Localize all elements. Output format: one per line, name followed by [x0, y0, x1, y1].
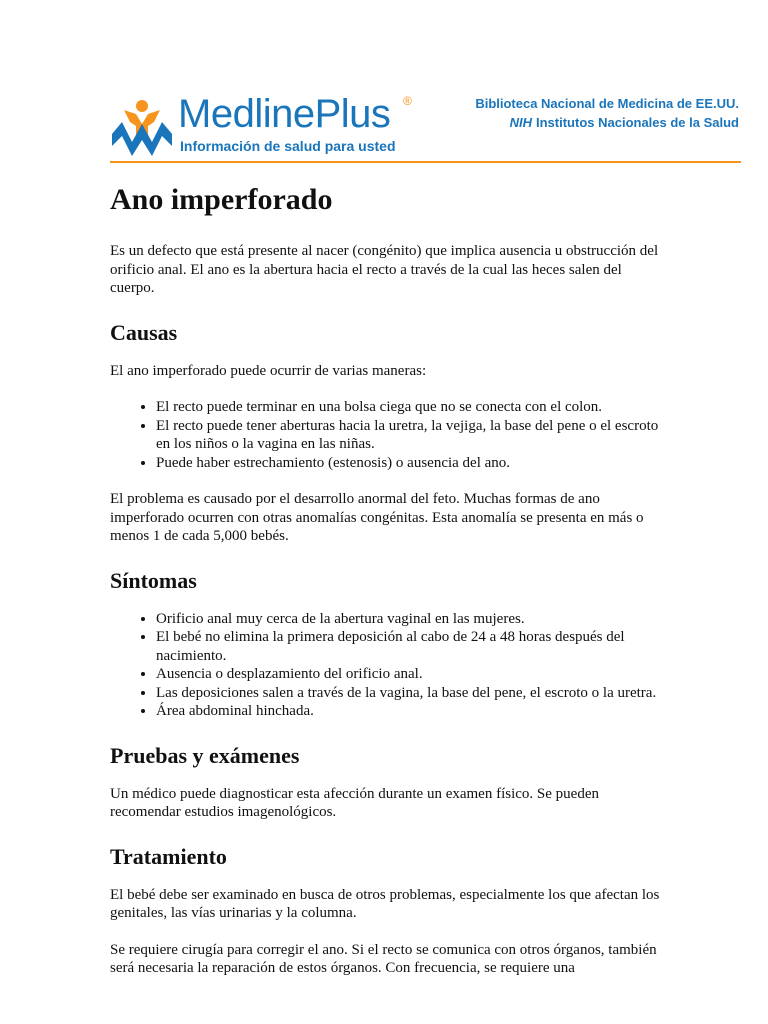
treatment-paragraph-2: Se requiere cirugía para corregir el ano. Si el recto se comunica con otros órganos, también será necesaria la reparación de estos órganos. Con frecuencia, se requiere una	[110, 941, 657, 976]
header-divider	[110, 161, 741, 163]
list-item: • Puede haber estrechamiento (estenosis) o ausencia del ano.	[156, 454, 670, 473]
symptoms-heading: Síntomas	[110, 567, 197, 593]
tests-paragraph: Un médico puede diagnosticar esta afección durante un examen físico. Se pueden recomendar estudios imagenológicos.	[110, 785, 599, 820]
intro-paragraph: Es un defecto que está presente al nacer (congénito) que implica ausencia u obstrucción del orificio anal. El ano es la abertura hacia el recto a través de la cual las heces salen del cuerpo.	[110, 243, 659, 296]
list-item: • Ausencia o desplazamiento del orificio anal.	[156, 665, 670, 684]
nlm-line2: Institutos Nacionales de la Salud	[536, 115, 739, 130]
medlineplus-logo-icon	[110, 98, 174, 158]
brand-medline: Medline	[178, 92, 315, 136]
symptoms-list	[110, 610, 670, 721]
nlm-attribution	[475, 94, 739, 132]
treatment-heading: Tratamiento	[110, 843, 227, 869]
medlineplus-logo	[110, 94, 420, 158]
nlm-line1: Biblioteca Nacional de Medicina de EE.UU.	[475, 96, 739, 111]
list-item: • El recto puede tener aberturas hacia la uretra, la vejiga, la base del pene o el escroto en los niños o la vagina en las niñas.	[156, 417, 670, 454]
list-item: • Orificio anal muy cerca de la abertura vaginal en las mujeres.	[156, 610, 670, 629]
nlm-line2-row	[475, 113, 739, 132]
causes-closing: El problema es causado por el desarrollo anormal del feto. Muchas formas de ano imperforado ocurren con otras anomalías congénitas. Esta anomalía se presenta en más o menos 1 de cada 5,000 bebés.	[110, 491, 644, 544]
causes-list	[110, 398, 670, 472]
list-item: • Área abdominal hinchada.	[156, 702, 670, 721]
brand-name	[178, 90, 390, 138]
page-header	[110, 88, 741, 164]
causes-lead: El ano imperforado puede ocurrir de varias maneras:	[110, 362, 427, 379]
treatment-paragraph-1: El bebé debe ser examinado en busca de otros problemas, especialmente los que afectan los genitales, las vías urinarias y la columna.	[110, 886, 660, 921]
list-item: • El recto puede terminar en una bolsa ciega que no se conecta con el colon.	[156, 398, 670, 417]
page-title: Ano imperforado	[110, 183, 333, 216]
brand-tagline: Información de salud para usted	[180, 138, 396, 154]
registered-mark: ®	[403, 94, 412, 108]
list-item: • El bebé no elimina la primera deposición al cabo de 24 a 48 horas después del nacimiento.	[156, 628, 670, 665]
tests-heading: Pruebas y exámenes	[110, 742, 300, 768]
causes-heading: Causas	[110, 319, 178, 345]
list-item: • Las deposiciones salen a través de la vagina, la base del pene, el escroto o la uretra.	[156, 684, 670, 703]
article-content	[110, 182, 670, 996]
nih-label: NIH	[509, 115, 532, 130]
brand-plus: Plus	[314, 92, 391, 136]
